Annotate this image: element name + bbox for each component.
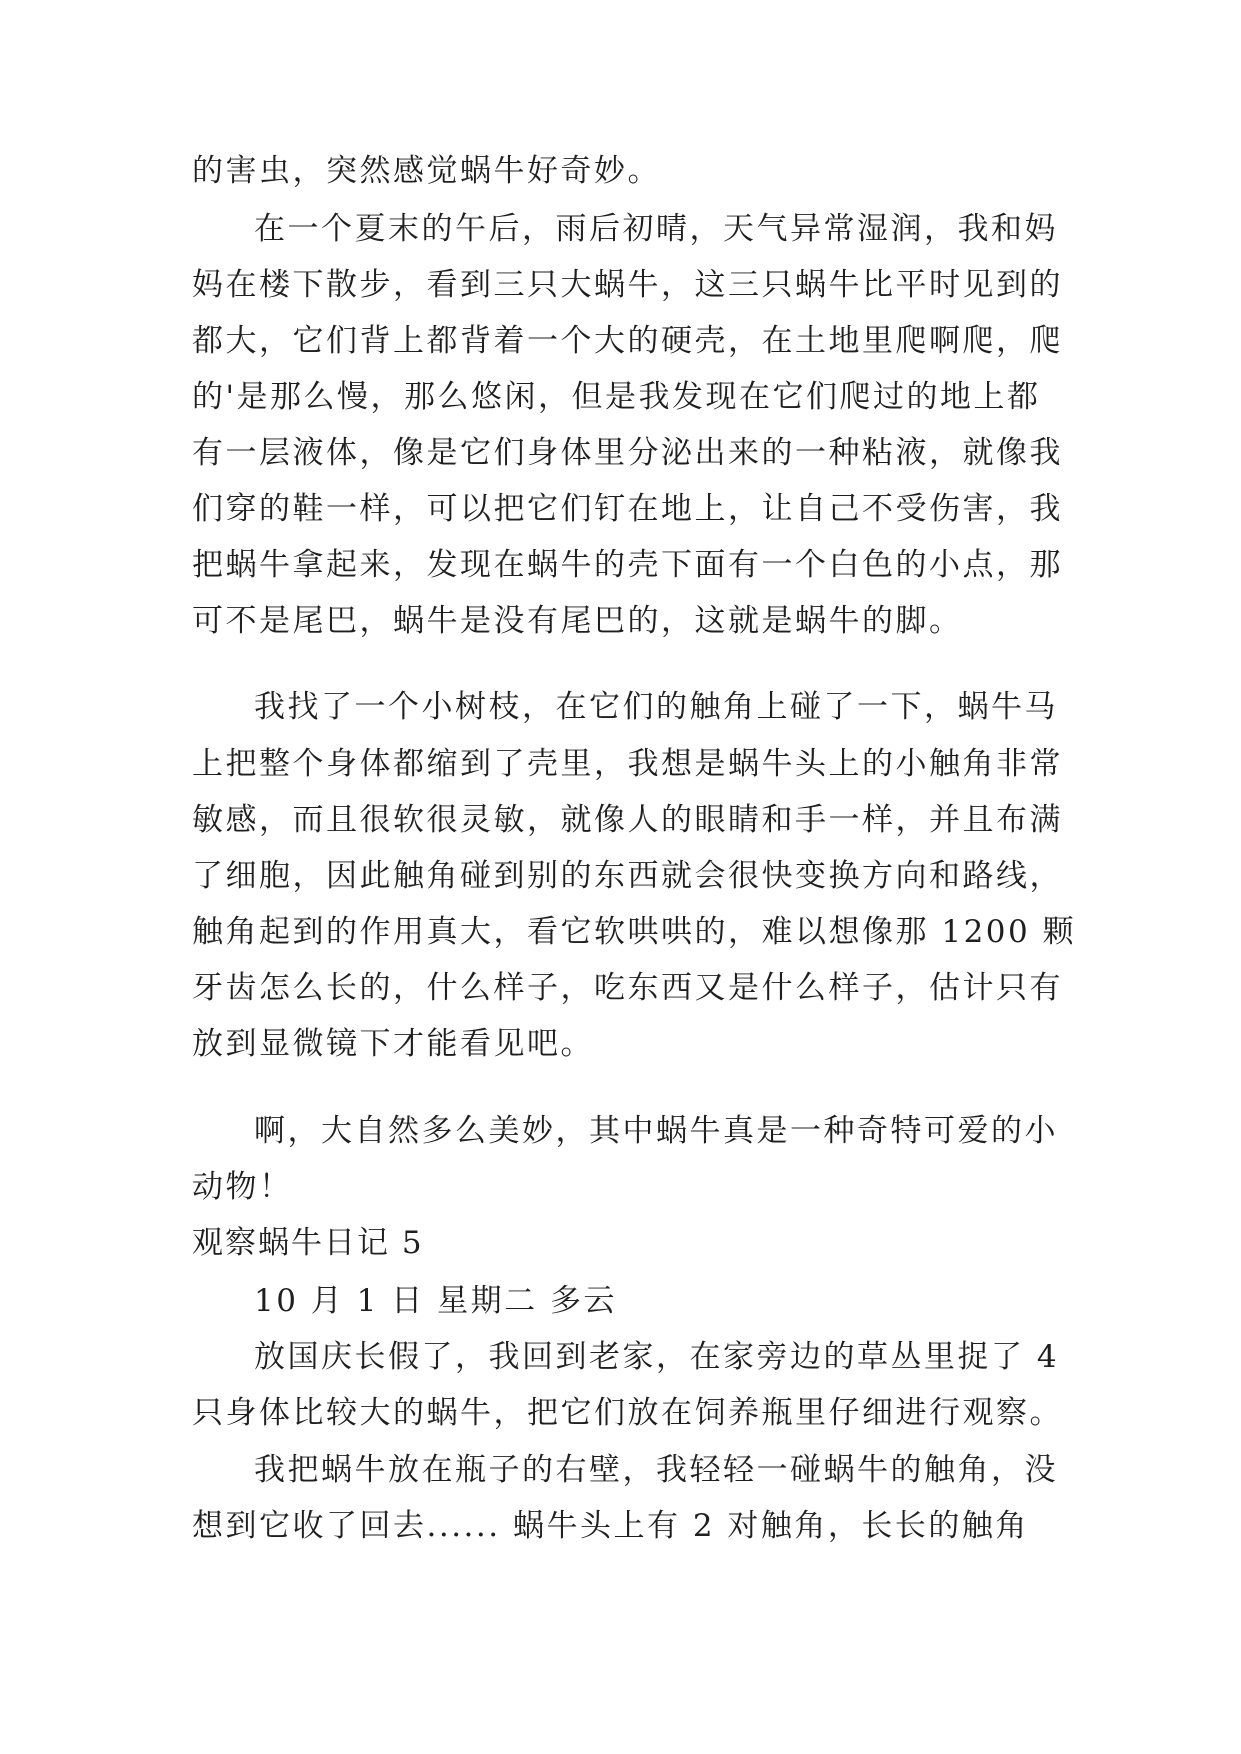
body-line: 的害虫，突然感觉蜗牛好奇妙。: [192, 153, 661, 189]
paragraph-first-line: 我把蜗牛放在瓶子的右壁，我轻轻一碰蜗牛的触角，没: [254, 1452, 1058, 1488]
paragraph-first-line: 啊，大自然多么美妙，其中蜗牛真是一种奇特可爱的小: [254, 1113, 1058, 1149]
body-line: 把蜗牛拿起来，发现在蜗牛的壳下面有一个白色的小点，那: [192, 547, 1063, 583]
body-line: 了细胞，因此触角碰到别的东西就会很快变换方向和路线，: [192, 858, 1063, 894]
body-line: 妈在楼下散步，看到三只大蜗牛，这三只蜗牛比平时见到的: [192, 267, 1063, 303]
body-line: 放到显微镜下才能看见吧。: [192, 1026, 594, 1062]
body-line: 敏感，而且很软很灵敏，就像人的眼睛和手一样，并且布满: [192, 802, 1063, 838]
body-line: 触角起到的作用真大，看它软哄哄的，难以想像那 1200 颗: [192, 914, 1077, 950]
paragraph-first-line: 我找了一个小树枝，在它们的触角上碰了一下，蜗牛马: [254, 689, 1058, 725]
body-line: 牙齿怎么长的，什么样子，吃东西又是什么样子，估计只有: [192, 970, 1063, 1006]
body-line: 都大，它们背上都背着一个大的硬壳，在土地里爬啊爬，爬: [192, 323, 1063, 359]
body-line: 们穿的鞋一样，可以把它们钉在地上，让自己不受伤害，我: [192, 491, 1063, 527]
diary-heading: 观察蜗牛日记 5: [192, 1225, 424, 1261]
body-line: 想到它收了回去...... 蜗牛头上有 2 对触角，长长的触角: [192, 1508, 1029, 1544]
body-line: 有一层液体，像是它们身体里分泌出来的一种粘液，就像我: [192, 435, 1063, 471]
paragraph-first-line: 在一个夏末的午后，雨后初晴，天气异常湿润，我和妈: [254, 211, 1058, 247]
diary-date-line: 10 月 1 日 星期二 多云: [254, 1283, 617, 1319]
body-line: 只身体比较大的蜗牛，把它们放在饲养瓶里仔细进行观察。: [192, 1395, 1063, 1431]
body-line: 动物！: [192, 1169, 293, 1205]
body-line: 上把整个身体都缩到了壳里，我想是蜗牛头上的小触角非常: [192, 746, 1063, 782]
body-line: 的'是那么慢，那么悠闲，但是我发现在它们爬过的地上都: [192, 379, 1041, 415]
paragraph-first-line: 放国庆长假了，我回到老家，在家旁边的草丛里捉了 4: [254, 1339, 1060, 1375]
body-line: 可不是尾巴，蜗牛是没有尾巴的，这就是蜗牛的脚。: [192, 603, 963, 639]
